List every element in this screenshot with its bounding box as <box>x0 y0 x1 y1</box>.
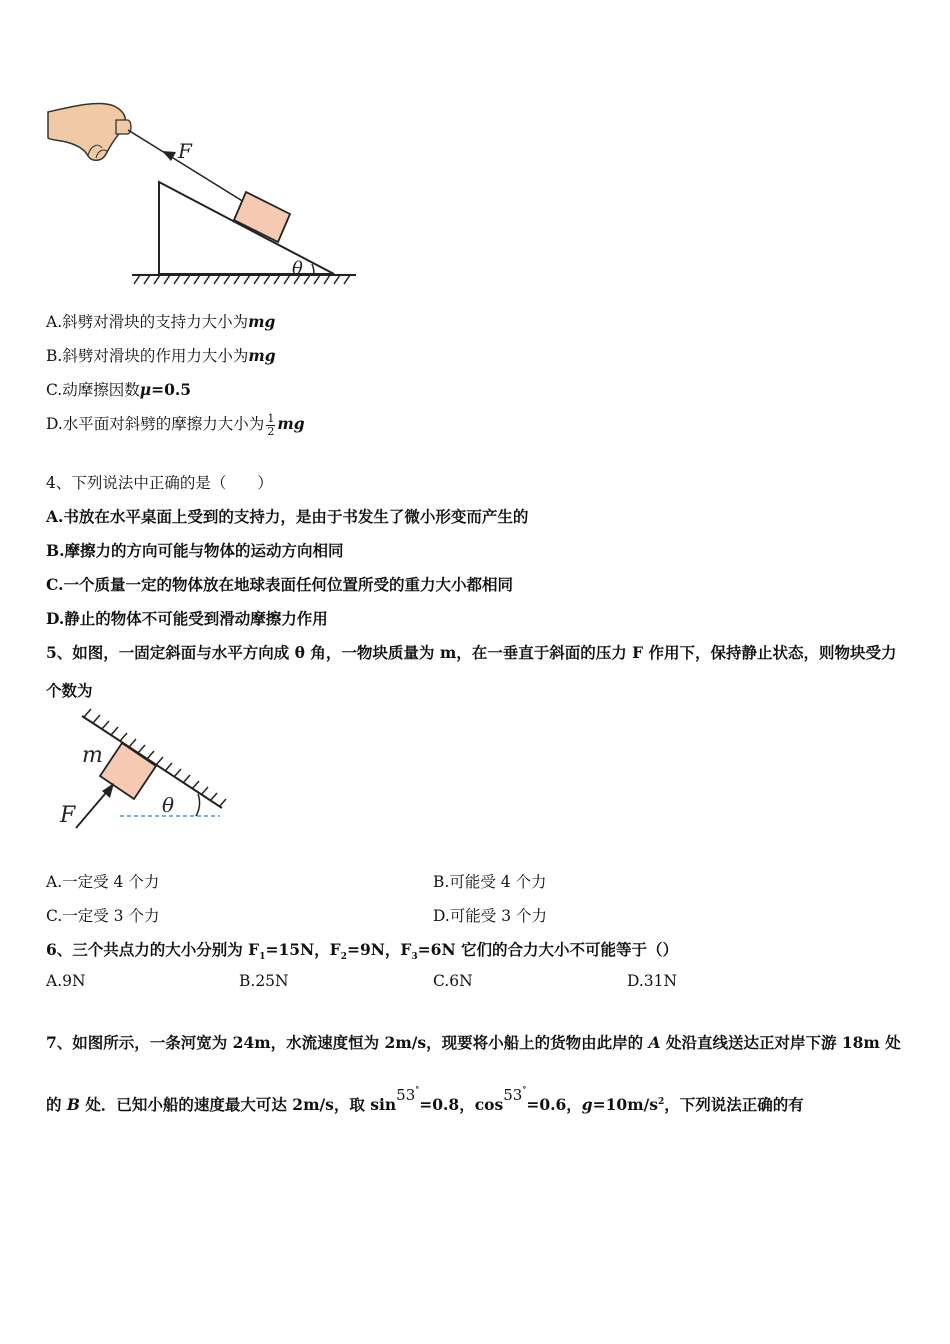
q6-option-a: A.9N <box>46 972 86 990</box>
q7-line1-post: 处沿直线送达正对岸下游 18m 处 <box>660 1033 901 1052</box>
q7-line1-pre: 7、如图所示，一条河宽为 24m，水流速度恒为 2m/s，现要将小船上的货物由此岸的 <box>46 1033 649 1052</box>
incline-hand-figure <box>44 92 364 292</box>
q3-option-b-unit: mg <box>248 346 276 365</box>
q3-option-c-text: C.动摩擦因数 <box>46 381 140 399</box>
q3-option-d-unit: mg <box>277 414 305 433</box>
force-arrow-icon <box>162 151 176 161</box>
q6-sub-3: 3 <box>411 952 418 963</box>
q3-option-a-unit: mg <box>248 312 276 331</box>
press-force-label: F <box>60 803 76 828</box>
q7-gravity-value: =10m/s <box>592 1095 658 1114</box>
q3-option-a <box>46 310 275 332</box>
q7-sin-degree: ° <box>415 1084 420 1094</box>
q7-stem-line1 <box>46 1031 901 1053</box>
q3-option-b <box>46 344 276 366</box>
q5-stem-line1: 5、如图，一固定斜面与水平方向成 θ 角，一物块质量为 m，在一垂直于斜面的压力 F 作用下，保持静止状态，则物块受力 <box>46 643 897 662</box>
q7-gravity-symbol: g <box>581 1095 593 1114</box>
q7-sin-value: =0.8，cos <box>419 1095 504 1114</box>
ground-hatch <box>134 275 350 284</box>
q6-sub-2: 2 <box>340 952 347 963</box>
q4-option-a: A.书放在水平桌面上受到的支持力，是由于书发生了微小形变而产生的 <box>46 507 529 526</box>
q5-stem-line2: 个数为 <box>46 681 93 700</box>
q6-stem-pre: 6、三个共点力的大小分别为 F <box>46 940 260 959</box>
q4-stem: 4、下列说法中正确的是（ ） <box>46 474 273 492</box>
hand-icon <box>48 104 131 161</box>
q6-stem <box>46 938 678 962</box>
mass-label: m <box>82 743 103 768</box>
q3-option-b-text: B.斜劈对滑块的作用力大小为 <box>46 347 249 365</box>
q7-cos-angle: 53 <box>503 1086 523 1104</box>
theta-arc <box>196 794 200 816</box>
q6-stem-post: =6N 它们的合力大小不可能等于（） <box>417 940 679 959</box>
q6-option-b: B.25N <box>239 972 289 990</box>
fraction-numerator: 1 <box>267 411 275 425</box>
q3-option-d-text: D.水平面对斜劈的摩擦力大小为 <box>46 415 265 433</box>
fraction-denominator: 2 <box>267 424 275 438</box>
press-force-line <box>76 788 110 828</box>
q7-line2-post: ，下列说法正确的有 <box>664 1095 804 1114</box>
q6-stem-mid2: =9N，F <box>346 940 412 959</box>
half-fraction <box>266 413 275 438</box>
q4-option-c: C.一个质量一定的物体放在地球表面任何位置所受的重力大小都相同 <box>46 575 513 594</box>
theta-label: θ <box>162 793 175 817</box>
angle-label: θ <box>292 258 303 279</box>
q7-gravity-exponent: 2 <box>658 1096 665 1107</box>
q3-option-d <box>46 412 305 438</box>
q6-option-d: D.31N <box>627 972 678 990</box>
incline-press-figure <box>50 706 240 836</box>
q3-option-c <box>46 378 191 400</box>
q7-point-a: A <box>648 1033 661 1052</box>
q7-sin-angle: 53 <box>396 1086 416 1104</box>
q7-cos-value: =0.6， <box>526 1095 582 1114</box>
force-label: F <box>178 139 192 163</box>
q7-line2-pre: 的 <box>46 1095 67 1114</box>
q6-stem-mid1: =15N，F <box>265 940 341 959</box>
q5-option-a: A.一定受 4 个力 <box>46 873 160 891</box>
q3-option-c-mu: μ <box>139 380 152 399</box>
q5-option-d: D.可能受 3 个力 <box>433 907 548 925</box>
q5-option-c: C.一定受 3 个力 <box>46 907 160 925</box>
q3-option-a-text: A.斜劈对滑块的支持力大小为 <box>46 313 249 331</box>
q7-line2-mid: 处．已知小船的速度最大可达 2m/s，取 sin <box>80 1095 397 1114</box>
q3-option-c-value: =0.5 <box>151 380 192 399</box>
q7-cos-degree: ° <box>522 1084 527 1094</box>
q6-sub-1: 1 <box>259 952 266 963</box>
q4-option-b: B.摩擦力的方向可能与物体的运动方向相同 <box>46 541 344 560</box>
q5-option-b: B.可能受 4 个力 <box>433 873 547 891</box>
q4-option-d: D.静止的物体不可能受到滑动摩擦力作用 <box>46 609 328 628</box>
q6-option-c: C.6N <box>433 972 473 990</box>
q7-stem-line2 <box>46 1084 804 1115</box>
q7-point-b: B <box>66 1095 81 1114</box>
